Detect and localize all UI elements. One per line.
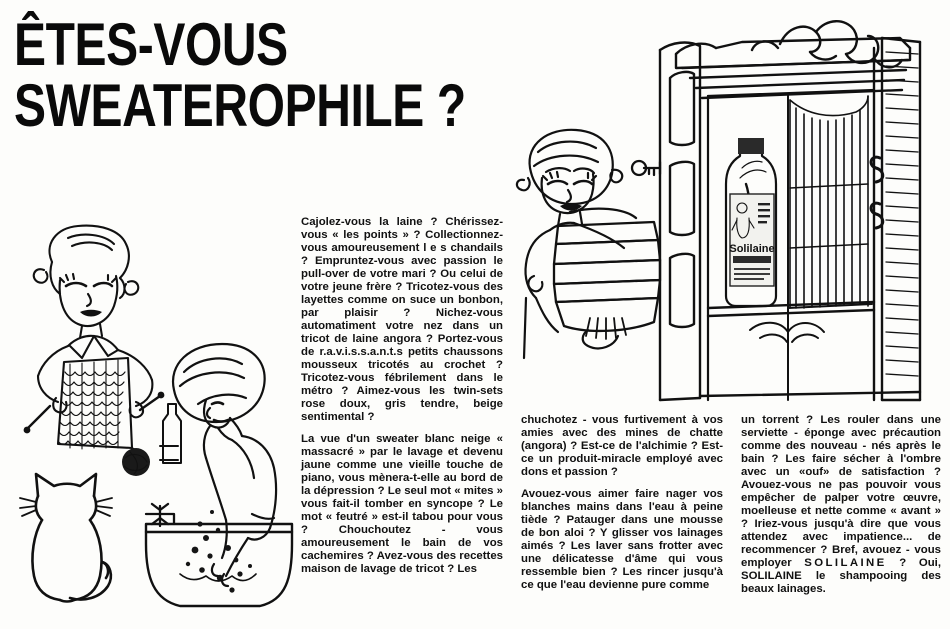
illustration-cat [14, 452, 134, 622]
brand-name-bold: SOLILAINE [741, 570, 802, 582]
armoire-key [632, 161, 660, 175]
body-text-before-brand: un torrent ? Les rouler dans une serviette - éponge avec précaution comme des nouveau - nés après le bain ? Les faire sécher à l'ombre avec un «ouf» de satisfaction ? Avouez-vous ne pas pouvoir vous empêcher de palper votre œuvre, moelleuse et nette comme « avant » ? Iriez-vous jusqu'à dire que vous attendez avec impatience... de recommencer ? Bref, avouez - vous employer [741, 414, 941, 569]
headline-line-1: ÊTES-VOUS [14, 11, 288, 78]
faucet-icon [146, 504, 174, 526]
text-column-1 [301, 216, 503, 576]
brand-name-spaced: SOLILAINE [804, 557, 887, 569]
headline-line-2: SWEATEROPHILE ? [14, 71, 466, 139]
paragraph: chuchotez - vous furtivement à vos amies avec des mines de chatte (angora) ? Est-ce de l'alchimie ? Est-ce un produit-miracle employé avec dons et passion ? [521, 414, 723, 478]
illustration-armoire [630, 8, 950, 408]
body-text-after: le shampooing des beaux lainages. [741, 570, 941, 595]
paragraph: Avouez-vous aimer faire nager vos blanches mains dans l'eau à peine tiède ? Patauger dans une mousse de bon aloi ? Y glisser vos lainages aimés ? Les laver sans frotter avec une délicatesse d'âme qui vous ressemble bien ? Les rincer jusqu'à ce que l'eau devienne pure comme [521, 488, 723, 591]
paragraph: La vue d'un sweater blanc neige « massacré » par le lavage et devenu jaune comme une vieille touche de piano, vous mènera-t-elle au bord de la dépression ? Le seul mot « mites » vous fait-il tomber en syncope ? Le mot « feutré » est-il tabou pour vous ? Chouchoutez - vous amoureusement le bain de vos cachemires ? Avez-vous des recettes maison de lavage de tricot ? Les [301, 433, 503, 575]
paragraph-with-brand [741, 414, 941, 596]
bottle-label-brand: Solilaine [729, 243, 775, 255]
text-column-3 [741, 414, 941, 596]
body-text-middle: ? Oui, [886, 557, 942, 569]
paragraph: Cajolez-vous la laine ? Chérissez-vous « les points » ? Collectionnez-vous amoureusement l e s chandails ? Empruntez-vous avec passion le pull-over de votre mari ? Ou celui de votre jeune frère ? Tricotez-vous des layettes comme on suce un bonbon, par plaisir ? Nichez-vous automatiment votre nez dans un tricot de laine angora ? Portez-vous de r.a.v.i.s.s.a.n.t.s petits chaussons mousseux tricotés au crochet ? Tricotez-vous fébrilement dans le métro ? Aimez-vous les twin-sets rose doux, gris tendre, beige sentimental ? [301, 216, 503, 423]
solilaine-bottle [726, 138, 776, 306]
product-bottle-small [163, 404, 181, 463]
illustration-woman-washing [140, 338, 305, 628]
text-column-2 [521, 414, 723, 592]
armoire-curtain [790, 96, 868, 308]
page-title [14, 11, 466, 139]
armoire-left-door [660, 43, 700, 400]
